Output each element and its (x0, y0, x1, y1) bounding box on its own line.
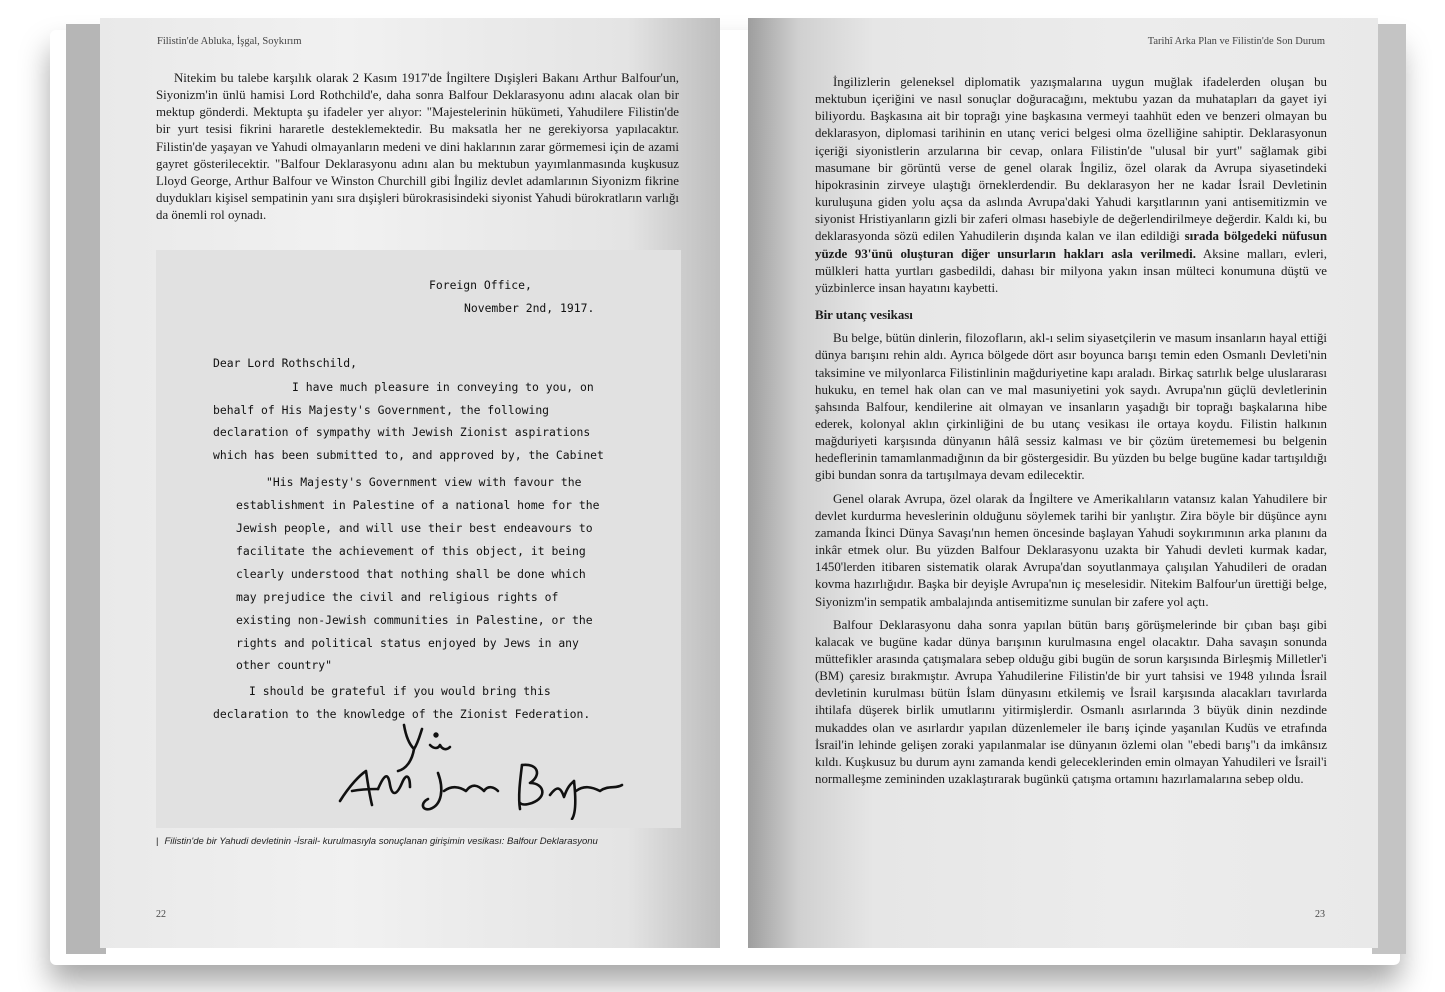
letter-line: declaration to the knowledge of the Zionist Federation. (213, 707, 591, 721)
right-page-number: 23 (1315, 909, 1325, 920)
letter-line: I should be grateful if you would bring this (249, 684, 551, 698)
letter-line: Dear Lord Rothschild, (213, 356, 358, 370)
figure-caption (156, 836, 681, 847)
right-running-head: Tarihî Arka Plan ve Filistin'de Son Durum (1147, 36, 1325, 47)
caption-text: Filistin'de bir Yahudi devletinin -İsrail- kurulmasıyla sonuçlanan girişimin vesikası: Balfour Deklarasyonu (164, 836, 598, 847)
balfour-letter-image (156, 250, 681, 828)
letter-line: "His Majesty's Government view with favour the (266, 475, 582, 489)
letter-line: existing non-Jewish communities in Palestine, or the (236, 613, 593, 627)
letter-line: which has been submitted to, and approved by, the Cabinet (213, 448, 604, 462)
letter-line: facilitate the achievement of this object, it being (236, 544, 586, 558)
right-body-text (815, 74, 1327, 788)
section-heading: Bir utanç vesikası (815, 308, 913, 323)
left-body-text (156, 70, 679, 224)
right-paragraph-4: Balfour Deklarasyonu daha sonra yapılan bütün barış görüşmelerinde bir çıban başı gibi kalacak ve bugüne kadar dünya barışının kurulmasına engel olacaktır. Daha savaşın sonunda müttefikler arasında çatışmalara sebep olduğu gibi bugün de sorun karşısında Birleşmiş Milletler'i (BM) çaresiz bırakmıştır. Avrupa Yahudilerine Filistin'de bir yurt tahsisi ve 1948 yılında İsrail devletinin kurulması bütün İslam dünyasını etkilemiş ve İsrail karşısında alacakları tavırlarda ihtilafa düşerek birlik umutlarını yitirmişlerdir. Osmanlı asırlarında 3 büyük dinin nezdinde mukaddes olan ve asırlardır yapılan düzenlemeler ile barış içinde yaşanılan Kudüs ve etrafında İsrail'in lehinde gelişen zoraki yapılanmalar ise dünyanın özlemi olan "ebedi barış"ı da imkânsız kıldı. Kuşkusuz bu durum aynı zamanda kendi geleceklerinden emin olmayan Yahudileri ve İsrail'i normalleşme zemininden uzaklaştırarak bugünkü çatışma ortamını hazırlamalarına sebep oldu. (815, 617, 1327, 787)
left-running-head: Filistin'de Abluka, İşgal, Soykırım (157, 36, 302, 47)
left-paragraph: Nitekim bu talebe karşılık olarak 2 Kasım 1917'de İngiltere Dışişleri Bakanı Arthur Balfour'un, Siyonizm'in ünlü hamisi Lord Rothchild'e, daha sonra Balfour Deklarasyonu adını alacak olan bir mektup gönderdi. Mektupta şu ifadeler yer alıyor: "Majestelerinin hükümeti, Yahudilere Filistin'de bir yurt tesisi fikrini hararetle desteklemektedir. Bu maksatla her ne gerekiyorsa yapılacaktır. Filistin'de yaşayan ve Yahudi olmayanların medeni ve dini haklarının zarar görmemesi için de azami gayret gösterilecektir. "Balfour Deklarasyonu adını alan bu mektubun yayımlanmasında kuşkusuz Lloyd George, Arthur Balfour ve Winston Churchill gibi İngiliz devlet adamlarının Siyonizm fikrine duydukları kişisel sempatinin yanı sıra dışişleri bürokrasisindeki siyonist Yahudi bürokratların varlığı da önemli rol oynadı. (156, 71, 679, 223)
letter-line: rights and political status enjoyed by Jews in any (236, 636, 579, 650)
right-paragraph-3: Genel olarak Avrupa, özel olarak da İngiltere ve Amerikalıların vatansız kalan Yahudilere bir devlet kurdurma heveslerinin olduğunu söylemek tarihi bir yanlıştır. Zira böyle bir düşünce aynı zamanda İkinci Dünya Savaşı'nın hemen öncesinde başlayan Yahudi soykırımının arka planını da inkâr etmek olur. Bu yüzden Balfour Deklarasyonu uzakta bir Yahudi devleti kurmak kadar, 1450'lerden itibaren sistematik olarak Avrupa'dan soyutlanmaya çalışılan Yahudileri de oradan kovma hazırlığıdır. Başka bir deyişle Avrupa'nın iç meselesidir. Nitekim Balfour'un ürettiği belge, Siyonizm'in sempatik ambalajında antisemitizme sunulan bir zafere yol açtı. (815, 491, 1327, 609)
left-page-number: 22 (156, 909, 166, 920)
letter-line: behalf of His Majesty's Government, the following (213, 403, 550, 417)
p1-text-a: İngilizlerin geleneksel diplomatik yazışmalarına uygun muğlak ifadelerden oluşan bu mektubun içeriğini ve nasıl sonuçlar doğuracağını, mektubu yazan da muhatapları da gayet iyi biliyordu. Başkasına ait bir toprağı yine başkasına vermeyi taahhüt eden ve benzeri olmayan bu deklarasyon, diplomasi tarihinin en utanç verici belgesi olma özelliğine sahiptir. Deklarasyonun içeriği siyonistlerin arzularına bir cevap, onlara Filistin'de "ulusal bir yurt" sağlamak gibi masumane bir görüntü verse de genel olarak İngiliz, özel olarak da Avrupa siyasetindeki hipokrasinin zirveye ulaştığı örneklerdendir. Bu deklarasyon her ne kadar İsrail Devletinin kuruluşuna giden yolu açsa da aslında Avrupa'daki Yahudi karşıtlarının yani antisemitizmin ve siyonist Hristiyanların gizli bir zaferi olması hasebiyle de değerlendirilmeye değerdir. Kaldı ki, bu deklarasyonda sözü edilen Yahudilerin dışında kalan ve ilan edildiği (815, 75, 1327, 244)
letter-line: declaration of sympathy with Jewish Zionist aspirations (213, 425, 591, 439)
right-paragraph-1 (815, 74, 1327, 297)
letter-line: other country" (236, 658, 333, 672)
letter-line: clearly understood that nothing shall be done which (236, 567, 586, 581)
right-page (748, 18, 1378, 948)
handwritten-signature (326, 705, 626, 820)
letter-line: Jewish people, and will use their best endeavours to (236, 521, 593, 535)
right-paragraph-2: Bu belge, bütün dinlerin, filozofların, akl-ı selim siyasetçilerin ve masum insanların hayal ettiği dünya barışını rehin aldı. Ayrıca bölgede dört asır boyunca barışı temin eden Osmanlı Devleti'nin taksimine ve milyonlarca Filistinlinin mağduriyetine kapı araladı. Birkaç satırlık belge uluslararası hukuku, en temel hak olan can ve mal masuniyetini yok saydı. Avrupa'nın güçlü devletlerinin şahsında Balfour, kendilerine ait olmayan ve insanların yaşadığı bir toprağı başkalarına hibe ederek, kolonyal aklın çirkinliğini de bu utanç vesikası ile ortaya koydu. Filistin halkının mağduriyeti karşısında dünyanın hâlâ sessiz kalması ve bir çözüm üretememesi bu belgenin hedeflerinin tamamlanmadığının da bir göstergesidir. Bu yüzden bu belge bugüne kadar tartışıldığı gibi bundan sonra da tartışılmaya devam edilecektir. (815, 331, 1327, 483)
p1-text-b: Aksine malları, evleri, mülkleri hatta yurtları gasbedildi, dahası bir milyona yakın insan mülteci konumuna düştü ve yüzbinlerce insan hayatını kaybetti. (815, 246, 1327, 295)
letter-line: may prejudice the civil and religious rights of (236, 590, 559, 604)
letter-line: Foreign Office, (429, 278, 532, 292)
p1-bold-text: sırada bölgedeki nüfusun yüzde 93'ünü oluşturan diğer unsurların hakları asla verilmedi. (815, 229, 1327, 261)
letter-line: establishment in Palestine of a national home for the (236, 498, 600, 512)
letter-line: I have much pleasure in conveying to you, on (292, 380, 594, 394)
letter-line: November 2nd, 1917. (464, 301, 595, 315)
caption-marker: | (156, 836, 159, 847)
left-page (100, 18, 720, 948)
